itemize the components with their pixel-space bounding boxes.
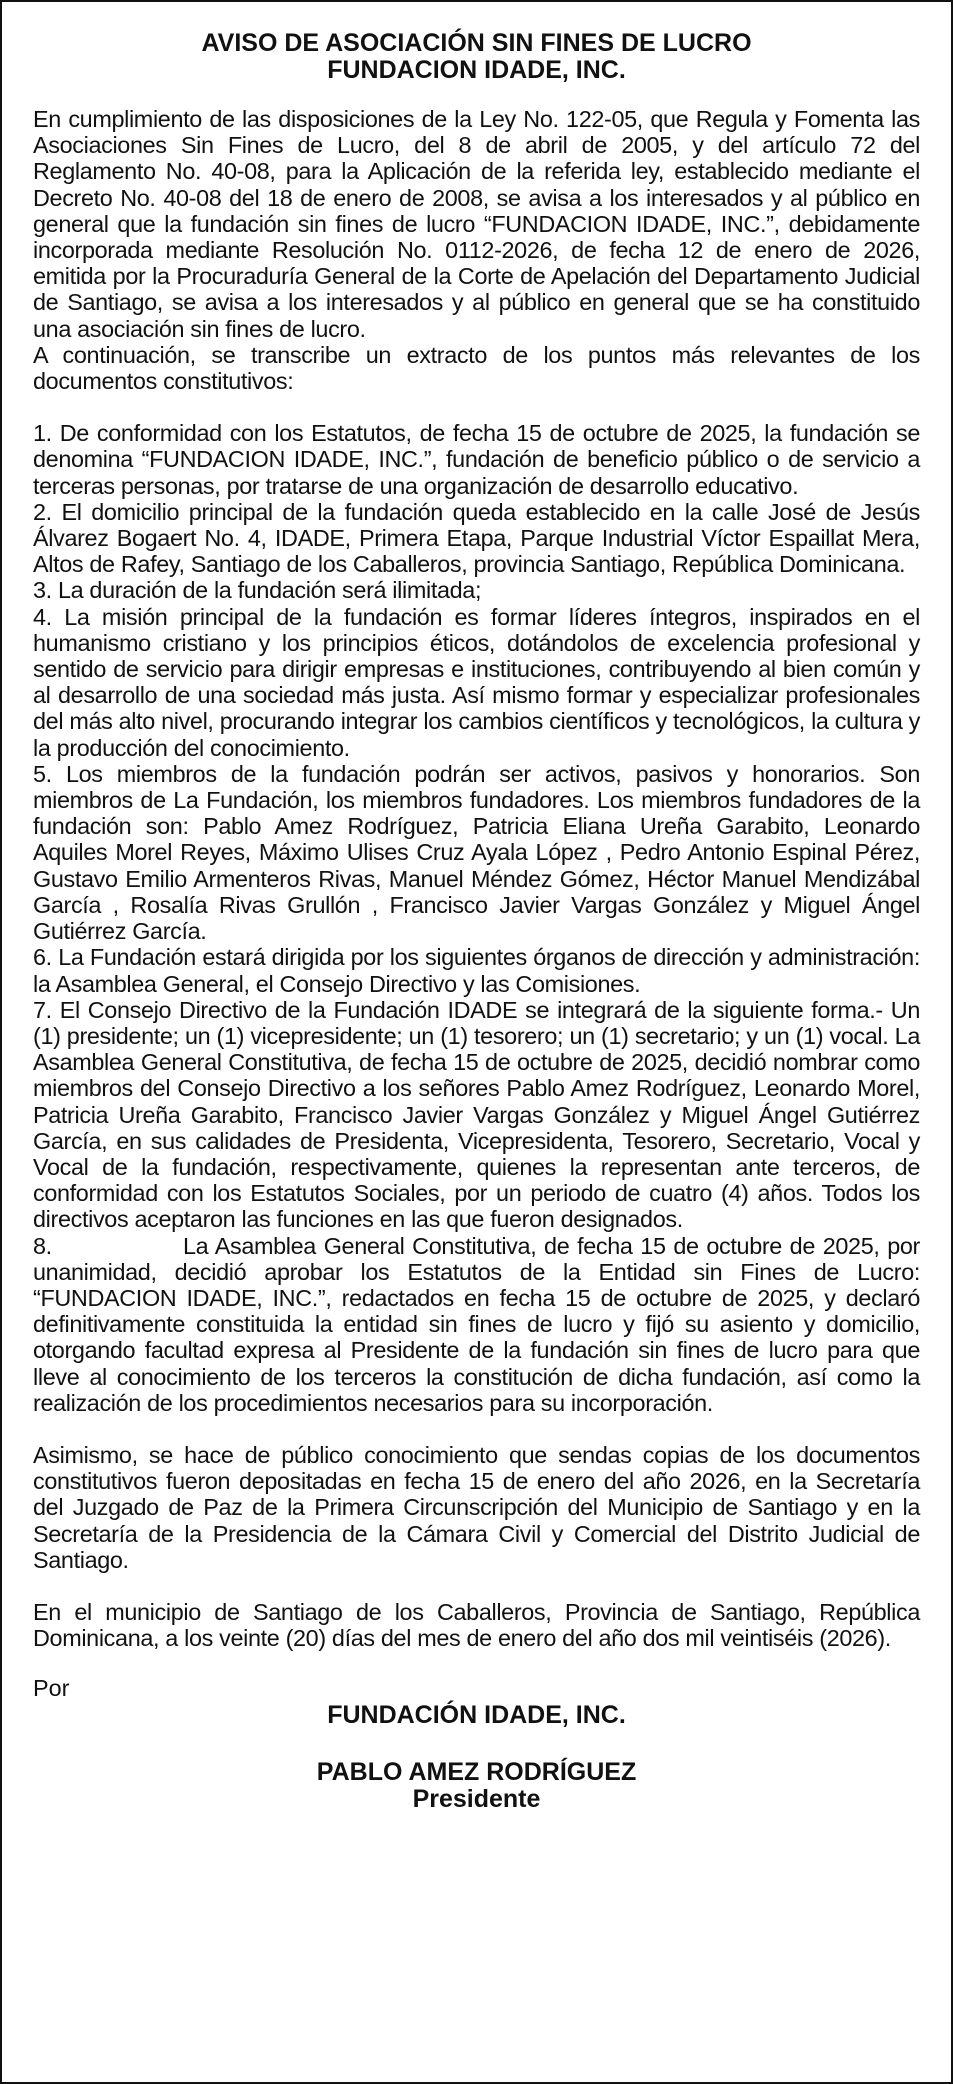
signature-by: Por bbox=[33, 1675, 70, 1702]
item-3: 3. La duración de la fundación será ilimitada; bbox=[33, 577, 482, 604]
item-5: 5. Los miembros de la fundación podrán ser activos, pasivos y honorarios. Son miembros de La Fundación, los miembros fundadores. Los miembros fundadores de la fundación son: Pablo Amez Rodríguez, Patricia Eliana Ureña Garabito, Leonardo Aquiles Morel Reyes, Máximo Ulises Cruz Ayala López , Pedro Antonio Espinal Pérez, Gustavo Emilio Armenteros Rivas, Manuel Méndez Gómez, Héctor Manuel Mendizábal García , Rosalía Rivas Grullón , Francisco Javier Vargas González y Miguel Ángel Gutiérrez García. bbox=[33, 760, 920, 945]
signature-name: PABLO AMEZ RODRÍGUEZ bbox=[316, 1758, 637, 1787]
item-8-text: La Asamblea General Constitutiva, de fecha 15 de octubre de 2025, por unanimidad, decidió aprobar los Estatutos de la Entidad sin Fines de Lucro: “FUNDACION IDADE, INC.”, redactados en fecha 15 de octubre de 2025, y declaró definitivamente constituida la entidad sin fines de lucro y fijó su asiento y domicilio, otorgando facultad expresa al Presidente de la fundación sin fines de lucro para que lleve al conocimiento de los terceros la constitución de dicha fundación, así como la realización de los procedimientos necesarios para su incorporación. bbox=[33, 1232, 920, 1416]
intro-paragraph: En cumplimiento de las disposiciones de la Ley No. 122-05, que Regula y Fomenta las Asociaciones Sin Fines de Lucro, del 8 de abril de 2005, y del artículo 72 del Reglamento No. 40-08, para la Aplicación de la referida ley, establecido mediante el Decreto No. 40-08 del 18 de enero de 2008, se avisa a los interesados y al público en general que la fundación sin fines de lucro “FUNDACION IDADE, INC.”, debidamente incorporada mediante Resolución No. 0112-2026, de fecha 12 de enero de 2026, emitida por la Procuraduría General de la Corte de Apelación del Departamento Judicial de Santiago, se avisa a los interesados y al público en general que se ha constituido una asociación sin fines de lucro. bbox=[33, 106, 920, 342]
closing-paragraph: En el municipio de Santiago de los Caballeros, Provincia de Santiago, República Dominicana, a los veinte (20) días del mes de enero del año dos mil veintiséis (2026). bbox=[33, 1598, 920, 1652]
item-7: 7. El Consejo Directivo de la Fundación IDADE se integrará de la siguiente forma.- Un (1) presidente; un (1) vicepresidente; un (1) tesorero; un (1) secretario; y un (1) vocal. La Asamblea General Constitutiva, de fecha 15 de octubre de 2025, decidió nombrar como miembros del Consejo Directivo a los señores Pablo Amez Rodríguez, Leonardo Morel, Patricia Ureña Garabito, Francisco Javier Vargas González y Miguel Ángel Gutiérrez García, en sus calidades de Presidenta, Vicepresidenta, Tesorero, Secretario, Vocal y Vocal de la fundación, respectivamente, quienes la representan ante terceros, de conformidad con los Estatutos Sociales, por un periodo de cuatro (4) años. Todos los directivos aceptaron las funciones en las que fueron designados. bbox=[33, 996, 920, 1233]
title-line-2: FUNDACION IDADE, INC. bbox=[327, 56, 626, 84]
item-4: 4. La misión principal de la fundación es formar líderes íntegros, inspirados en el humanismo cristiano y los principios éticos, dotándolos de excelencia profesional y sentido de servicio para dirigir empresas e instituciones, contribuyendo al bien común y al desarrollo de una sociedad más justa. Así mismo formar y especializar profesionales del más alto nivel, procurando integrar los cambios científicos y tecnológicos, la cultura y la producción del conocimiento. bbox=[33, 603, 920, 761]
spacer bbox=[33, 394, 920, 420]
item-8 bbox=[33, 1233, 920, 1416]
deposit-paragraph: Asimismo, se hace de público conocimiento que sendas copias de los documentos constitutivos fueron depositadas en fecha 15 de enero del año 2026, en la Secretaría del Juzgado de Paz de la Primera Circunscripción del Municipio de Santiago y en la Secretaría de la Presidencia de la Cámara Civil y Comercial del Distrito Judicial de Santiago. bbox=[33, 1441, 920, 1573]
item-2: 2. El domicilio principal de la fundación queda establecido en la calle José de Jesús Álvarez Bogaert No. 4, IDADE, Primera Etapa, Parque Industrial Víctor Espaillat Mera, Altos de Rafey, Santiago de los Caballeros, provincia Santiago, República Dominicana. bbox=[33, 498, 920, 578]
signature-organization: FUNDACIÓN IDADE, INC. bbox=[327, 1701, 626, 1730]
item-6: 6. La Fundación estará dirigida por los siguientes órganos de dirección y administración: la Asamblea General, el Consejo Directivo y las Comisiones. bbox=[33, 944, 920, 997]
title-line-1: AVISO DE ASOCIACIÓN SIN FINES DE LUCRO bbox=[201, 29, 752, 57]
notice-title bbox=[33, 30, 920, 84]
item-1: 1. De conformidad con los Estatutos, de fecha 15 de octubre de 2025, la fundación se denomina “FUNDACION IDADE, INC.”, fundación de beneficio público o de servicio a terceras personas, por tratarse de una organización de desarrollo educativo. bbox=[33, 420, 920, 499]
notice-body bbox=[33, 106, 920, 1651]
spacer bbox=[33, 1416, 920, 1442]
extract-intro: A continuación, se transcribe un extracto de los puntos más relevantes de los documentos constitutivos: bbox=[33, 341, 920, 395]
signature-role: Presidente bbox=[412, 1785, 541, 1814]
item-8-number: 8. bbox=[33, 1232, 52, 1259]
spacer bbox=[33, 1573, 920, 1599]
